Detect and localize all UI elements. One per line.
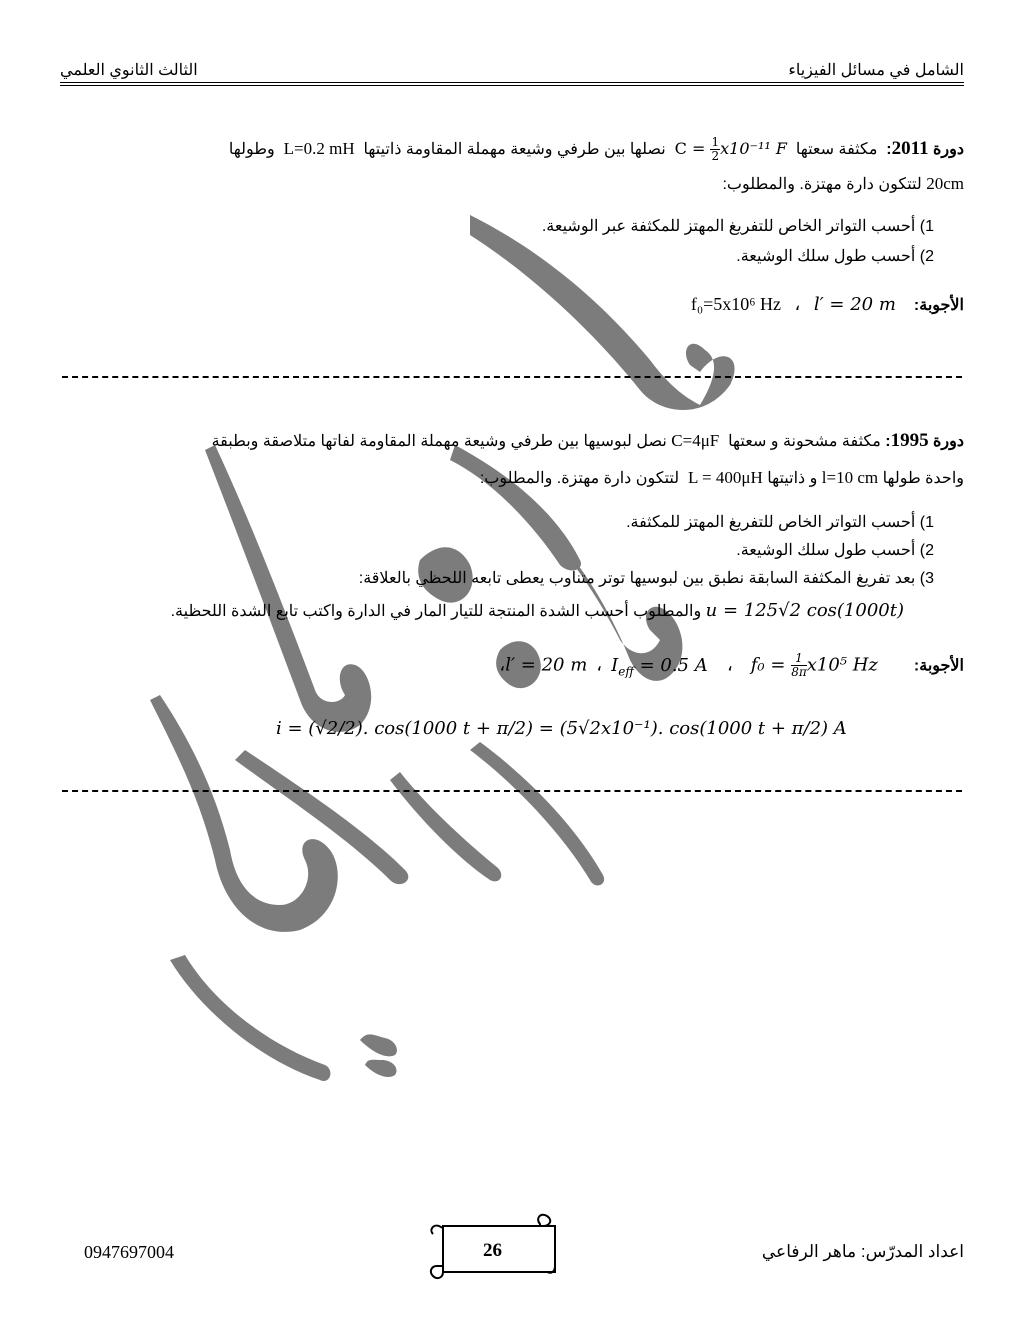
page-number: 26 [483,1240,502,1261]
p2-answer-ieff [611,654,713,679]
p1-connect-text: نصلها بين طرفي وشيعة مهملة المقاومة ذاتيتها [363,141,666,158]
p1-length-word: وطولها [228,141,275,158]
session-year: 1995 [890,430,929,451]
frac-num: 1 [711,135,720,149]
frac-den: 2 [711,149,720,163]
p1-inductance: L=0.2 mH [283,139,355,158]
p2-length: l=10 cm [821,468,879,487]
answers-label: الأجوبة: [913,297,964,314]
p2-answer-length: l′ = 20 m [505,654,588,676]
p2-inductance-word: و ذاتيتها [767,470,818,487]
p1-answer-frequency: f₀=5x10⁶ Hz [690,294,782,314]
ieff-rest: = 0.5 A [639,654,708,676]
p1-capacitor-text: مكثفة سعتها [795,141,878,158]
p2-question-2: 2) أحسب طول سلك الوشيعة. [736,542,934,559]
separator: ، [726,654,733,675]
footer-author: اعداد المدرّس: ماهر الرفاعي [761,1242,964,1261]
header-grade: الثالث الثانوي العلمي [60,62,198,79]
answers-label: الأجوبة: [913,657,964,675]
p1-question-1: 1) أحسب التواتر الخاص للتفريغ المهتز للمكثفة عبر الوشيعة. [541,218,934,235]
freq-lhs: f₀ = [750,654,786,676]
p2-capacitor-text: مكثفة مشحونة و سعتها [728,433,881,450]
p1-line2-text: لتتكون دارة مهتزة. والمطلوب: [722,176,922,193]
p2-question-3-line2 [171,600,904,621]
problem1-line2 [722,174,964,194]
separator: ، [794,294,801,314]
freq-rest: x10⁵ Hz [806,654,878,676]
problem2-line1 [60,430,964,452]
separator: ، [499,654,506,675]
separator: ، [596,654,603,675]
problem1-line1 [60,136,964,163]
colon: : [885,433,891,450]
colon: : [886,141,892,158]
p2-answer-current: i = (√2/2). cos(1000 t + π/2) = (5√2x10⁻¹). cos(1000 t + π/2) A [276,718,847,739]
session-label: دورة [933,141,964,158]
freq-fraction [791,652,807,679]
frac-den: 8π [791,665,807,679]
p2-voltage-formula: u = 125√2 cos(1000t) [705,600,904,621]
p2-question-3: 3) بعد تفريغ المكثفة السابقة نطبق بين لبوسيها توتر متناوب يعطى تابعه اللحظي بالعلاقة: [358,570,934,587]
cap-lhs: C = [674,139,706,158]
cap-rest: x10⁻¹¹ F [720,139,787,158]
header-rule [60,82,964,83]
p2-line2-text: لتتكون دارة مهتزة. والمطلوب: [479,470,680,487]
ieff-symbol: I [611,654,619,676]
divider-1 [62,376,962,378]
p1-answers [691,294,964,315]
divider-2 [62,790,962,792]
p2-capacitance: C=4μF [671,431,720,450]
p1-length: 20cm [926,174,964,193]
header-book-title: الشامل في مسائل الفيزياء [788,62,964,79]
frac-num: 1 [791,652,807,666]
p2-question-1: 1) أحسب التواتر الخاص للتفريغ المهتز للمكثفة. [626,514,934,531]
p2-answers [499,652,964,679]
session-label: دورة [933,433,964,450]
p1-answer-length: l′ = 20 m [813,294,896,315]
p1-capacitance [675,136,787,163]
problem2-line2 [480,468,964,488]
p2-answer-frequency [751,652,878,679]
cap-fraction [710,136,720,163]
p2-q3-text: والمطلوب أحسب الشدة المنتجة للتيار المار في الدارة واكتب تابع الشدة اللحظية. [170,603,702,620]
p2-length-word: واحدة طولها [882,470,964,487]
footer-phone: 0947697004 [84,1242,174,1262]
p2-inductance: L = 400μH [688,468,763,487]
session-year: 2011 [891,138,929,159]
p1-question-2: 2) أحسب طول سلك الوشيعة. [736,248,934,265]
ieff-sub: eff [618,664,634,679]
header-rule-2 [60,85,964,86]
p2-connect-text: نصل لبوسيها بين طرفي وشيعة مهملة المقاومة لفاتها متلاصقة وبطبقة [211,433,667,450]
